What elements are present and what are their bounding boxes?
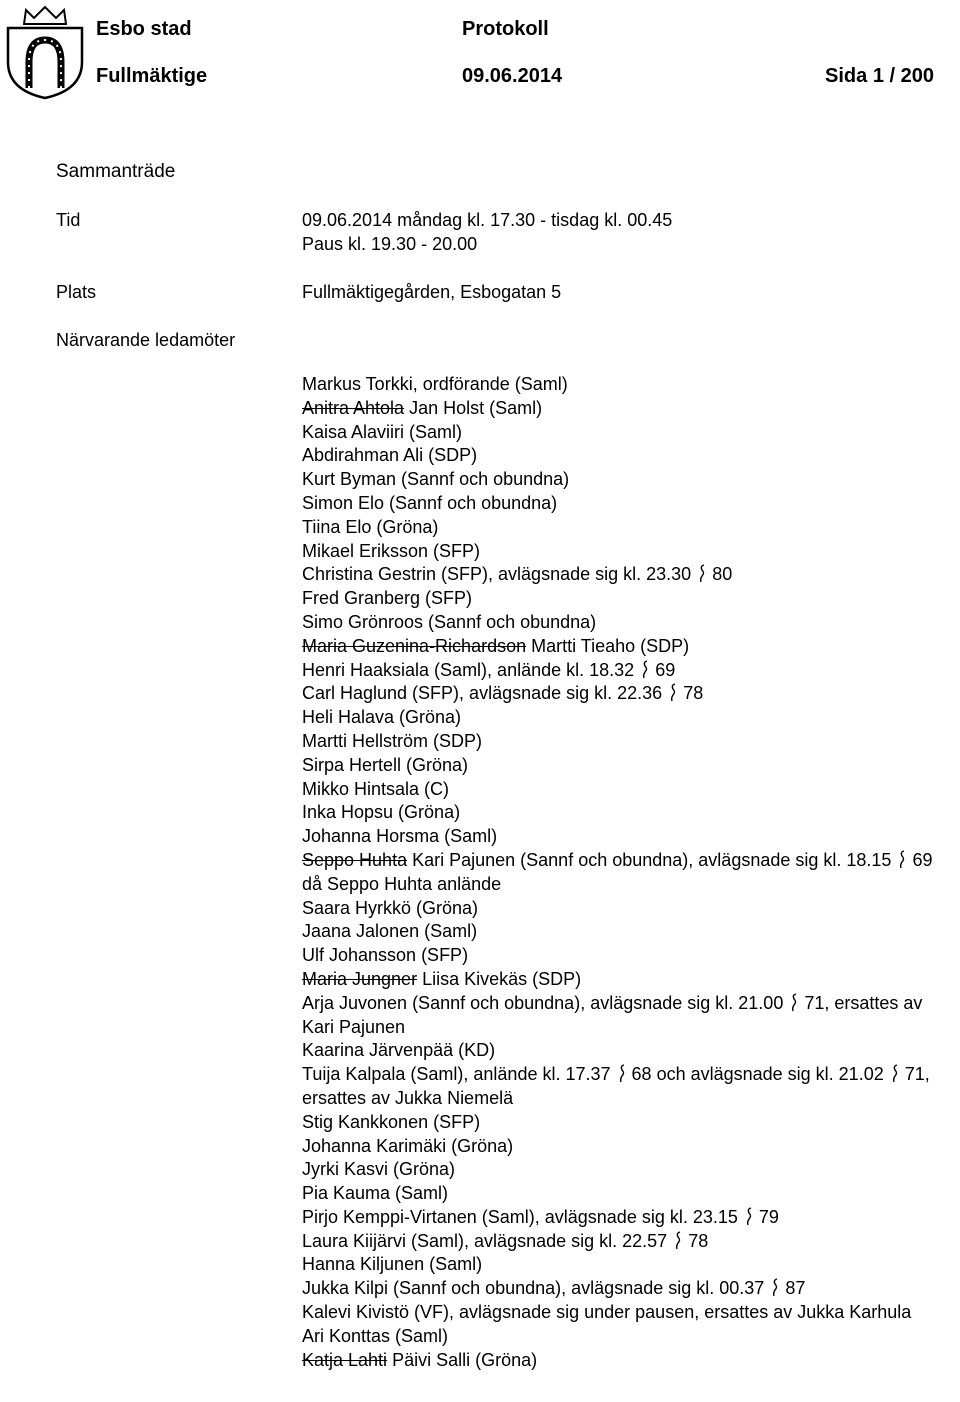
member-entry — [302, 516, 942, 540]
member-entry — [302, 587, 942, 611]
member-text: Christina Gestrin (SFP), avlägsnade sig kl. 23.30 — [302, 564, 692, 585]
member-text: Johanna Karimäki (Gröna) — [302, 1135, 514, 1156]
paragraph-reference-icon — [642, 660, 650, 679]
member-text: Jukka Kilpi (Sannf och obundna), avlägsnade sig kl. 00.37 — [302, 1278, 765, 1299]
member-entry — [302, 1111, 942, 1135]
member-entry — [302, 1182, 942, 1206]
member-entry — [302, 1277, 942, 1301]
member-entry — [302, 468, 942, 492]
paragraph-reference: 80 — [712, 564, 733, 585]
member-text: Kurt Byman (Sannf och obundna) — [302, 469, 570, 490]
member-text: Henri Haaksiala (Saml), anlände kl. 18.32 — [302, 659, 635, 680]
member-text: Heli Halava (Gröna) — [302, 707, 462, 728]
paragraph-reference: 79 — [758, 1206, 779, 1227]
member-entry — [302, 659, 942, 683]
member-text: Kari Pajunen (Sannf och obundna), avlägsnade sig kl. 18.15 — [407, 849, 892, 870]
present-members-label: Närvarande ledamöter — [56, 330, 236, 350]
organization-name: Esbo stad — [96, 18, 192, 40]
member-text: Saara Hyrkkö (Gröna) — [302, 897, 479, 918]
member-entry — [302, 611, 942, 635]
member-entry — [302, 920, 942, 944]
member-entry — [302, 1325, 942, 1349]
esbo-coat-of-arms-logo — [4, 4, 86, 100]
member-entry — [302, 563, 942, 587]
paragraph-reference: 71, — [804, 992, 830, 1013]
struck-member-name: Maria Guzenina-Richardson — [302, 635, 527, 656]
member-entry — [302, 492, 942, 516]
place-label: Plats — [56, 282, 97, 302]
member-entry — [302, 1135, 942, 1159]
member-entry — [302, 373, 942, 397]
paragraph-reference-icon — [675, 1231, 683, 1250]
member-list — [302, 373, 942, 1372]
member-entry — [302, 1253, 942, 1277]
member-text: Mikko Hintsala (C) — [302, 778, 450, 799]
member-entry — [302, 540, 942, 564]
struck-member-name: Maria Jungner — [302, 968, 418, 989]
struck-member-name: Seppo Huhta — [302, 849, 408, 870]
document-date: 09.06.2014 — [462, 65, 563, 87]
place-value: Fullmäktigegården, Esbogatan 5 — [302, 282, 562, 302]
member-note: ersattes av Jukka Niemelä — [302, 1087, 514, 1108]
member-entry — [302, 706, 942, 730]
member-text: Fred Granberg (SFP) — [302, 588, 473, 609]
member-text: Inka Hopsu (Gröna) — [302, 802, 461, 823]
member-entry — [302, 730, 942, 754]
member-text: Pirjo Kemppi-Virtanen (Saml), avlägsnade sig kl. 23.15 — [302, 1206, 738, 1227]
member-text: Hanna Kiljunen (Saml) — [302, 1254, 483, 1275]
member-entry — [302, 849, 942, 897]
member-text: Mikael Eriksson (SFP) — [302, 540, 481, 561]
member-note: då Seppo Huhta anlände — [302, 873, 502, 894]
struck-member-name: Anitra Ahtola — [302, 397, 405, 418]
member-text: Carl Haglund (SFP), avlägsnade sig kl. 22.36 — [302, 683, 663, 704]
member-entry — [302, 1206, 942, 1230]
member-text: Simo Grönroos (Sannf och obundna) — [302, 611, 597, 632]
member-text: Kaarina Järvenpää (KD) — [302, 1040, 496, 1061]
member-text: Kalevi Kivistö (VF), avlägsnade sig under pausen, ersattes av Jukka Karhula — [302, 1302, 912, 1323]
governing-body: Fullmäktige — [96, 65, 208, 87]
member-entry — [302, 778, 942, 802]
paragraph-reference-icon — [791, 993, 799, 1012]
member-entry — [302, 397, 942, 421]
member-text: Pia Kauma (Saml) — [302, 1183, 449, 1204]
member-note: och avlägsnade sig kl. 21.02 — [651, 1064, 884, 1085]
paragraph-reference-icon — [772, 1278, 780, 1297]
member-entry — [302, 1063, 942, 1111]
member-entry — [302, 897, 942, 921]
paragraph-reference: 71, — [904, 1064, 930, 1085]
member-text: Arja Juvonen (Sannf och obundna), avlägsnade sig kl. 21.00 — [302, 992, 784, 1013]
member-text: Martti Tieaho (SDP) — [526, 635, 690, 656]
member-entry — [302, 635, 942, 659]
member-entry — [302, 1158, 942, 1182]
member-text: Simon Elo (Sannf och obundna) — [302, 492, 558, 513]
member-text: Laura Kiijärvi (Saml), avlägsnade sig kl. 22.57 — [302, 1230, 668, 1251]
member-entry — [302, 754, 942, 778]
member-text: Kaisa Alaviiri (Saml) — [302, 421, 463, 442]
page-number: Sida 1 / 200 — [825, 65, 934, 87]
time-label: Tid — [56, 210, 81, 230]
member-text: Sirpa Hertell (Gröna) — [302, 754, 469, 775]
member-entry — [302, 801, 942, 825]
member-text: Liisa Kivekäs (SDP) — [417, 968, 582, 989]
member-text: Jaana Jalonen (Saml) — [302, 921, 478, 942]
break-time-value: Paus kl. 19.30 - 20.00 — [302, 234, 478, 254]
member-entry — [302, 1349, 942, 1373]
time-value: 09.06.2014 måndag kl. 17.30 - tisdag kl. 00.45 — [302, 210, 673, 230]
paragraph-reference-icon — [746, 1207, 754, 1226]
paragraph-reference: 78 — [688, 1230, 709, 1251]
paragraph-reference-icon — [670, 683, 678, 702]
paragraph-reference: 69 — [655, 659, 676, 680]
member-text: Martti Hellström (SDP) — [302, 730, 483, 751]
member-entry — [302, 992, 942, 1040]
member-entry — [302, 1301, 942, 1325]
paragraph-reference: 87 — [785, 1278, 806, 1299]
member-entry — [302, 444, 942, 468]
paragraph-reference-icon — [699, 564, 707, 583]
member-text: Stig Kankkonen (SFP) — [302, 1111, 481, 1132]
member-text: Ari Konttas (Saml) — [302, 1325, 449, 1346]
paragraph-reference: 69 — [912, 849, 933, 870]
member-text: Abdirahman Ali (SDP) — [302, 445, 478, 466]
member-entry — [302, 825, 942, 849]
member-text: Jan Holst (Saml) — [404, 397, 543, 418]
member-text: Tuija Kalpala (Saml), anlände kl. 17.37 — [302, 1064, 611, 1085]
paragraph-reference-icon — [892, 1064, 900, 1083]
member-entry — [302, 421, 942, 445]
member-text: Johanna Horsma (Saml) — [302, 826, 498, 847]
member-entry — [302, 682, 942, 706]
member-entry — [302, 1230, 942, 1254]
member-note: ersattes av Kari Pajunen — [302, 992, 923, 1037]
document-type: Protokoll — [462, 18, 549, 40]
paragraph-reference: 78 — [683, 683, 704, 704]
paragraph-reference-icon — [899, 850, 907, 869]
struck-member-name: Katja Lahti — [302, 1349, 388, 1370]
member-text: Ulf Johansson (SFP) — [302, 945, 469, 966]
member-text: Jyrki Kasvi (Gröna) — [302, 1159, 456, 1180]
member-text: Tiina Elo (Gröna) — [302, 516, 439, 537]
paragraph-reference: 68 — [631, 1064, 652, 1085]
member-text: Markus Torkki, ordförande (Saml) — [302, 374, 568, 394]
member-text: Päivi Salli (Gröna) — [387, 1349, 538, 1370]
section-heading: Sammanträde — [56, 161, 176, 182]
member-entry — [302, 1039, 942, 1063]
paragraph-reference-icon — [619, 1064, 627, 1083]
member-entry — [302, 968, 942, 992]
member-entry — [302, 944, 942, 968]
